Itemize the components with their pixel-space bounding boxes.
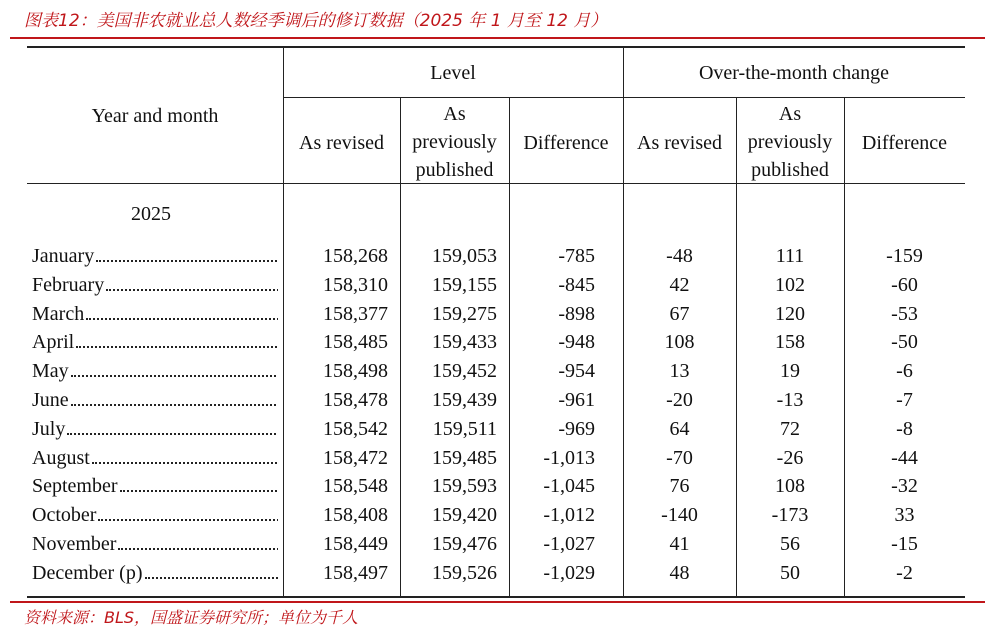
month-name: August [32, 447, 90, 469]
cell-change-as-revised: 48 [669, 562, 690, 584]
cell-level-as-revised: 158,377 [323, 303, 388, 325]
cell-change-as-previously-published: 19 [780, 360, 800, 382]
cell-level-as-previously-published: 159,420 [432, 504, 497, 526]
cell-change-as-revised: 108 [664, 331, 695, 353]
cell-change-as-revised: 42 [669, 274, 690, 296]
cell-change-difference: -50 [891, 331, 918, 353]
header-change-difference: Difference [861, 132, 948, 154]
month-label [32, 415, 278, 443]
header-text-line: published [751, 159, 829, 181]
cell-change-as-revised: 41 [669, 533, 690, 555]
cell-change-difference: -44 [891, 447, 918, 469]
header-change-as-revised: As revised [637, 132, 722, 154]
header-text-line: As [778, 103, 802, 125]
cell-change-as-previously-published: -173 [771, 504, 809, 526]
cell-change-as-previously-published: 111 [775, 245, 805, 267]
month-label [32, 559, 278, 587]
cell-level-as-revised: 158,542 [323, 418, 388, 440]
cell-level-difference: -948 [558, 331, 595, 353]
cell-level-as-revised: 158,310 [323, 274, 388, 296]
cell-change-as-revised: 13 [669, 360, 690, 382]
cell-level-difference: -1,027 [543, 533, 595, 555]
dot-leader [118, 544, 278, 550]
dot-leader [145, 573, 279, 579]
cell-level-as-previously-published: 159,452 [432, 360, 497, 382]
cell-level-as-previously-published: 159,053 [432, 245, 497, 267]
cell-level-as-revised: 158,485 [323, 331, 388, 353]
year-label: 2025 [131, 203, 171, 225]
cell-change-difference: -32 [891, 475, 918, 497]
title-rule [10, 37, 985, 39]
header-level-difference: Difference [523, 132, 609, 154]
header-change-as-previously-published [736, 100, 844, 184]
cell-change-as-previously-published: 108 [775, 475, 805, 497]
header-text-line: previously [412, 131, 497, 153]
cell-level-as-revised: 158,497 [323, 562, 388, 584]
month-name: February [32, 274, 105, 296]
cell-change-as-previously-published: -26 [776, 447, 804, 469]
dot-leader [86, 314, 278, 320]
cell-level-as-previously-published: 159,526 [432, 562, 497, 584]
header-over-month: Over-the-month change [698, 62, 890, 84]
cell-change-difference: 33 [894, 504, 915, 526]
table-bottom-rule [27, 596, 965, 598]
cell-level-as-revised: 158,498 [323, 360, 388, 382]
month-label [32, 271, 278, 299]
cell-level-difference: -845 [558, 274, 595, 296]
cell-change-difference: -8 [896, 418, 913, 440]
cell-change-as-previously-published: 72 [780, 418, 800, 440]
header-level-as-revised: As revised [299, 132, 384, 154]
dot-leader [98, 515, 278, 521]
cell-change-difference: -53 [891, 303, 918, 325]
cell-level-as-revised: 158,478 [323, 389, 388, 411]
cell-level-difference: -1,012 [543, 504, 595, 526]
cell-level-as-previously-published: 159,476 [432, 533, 497, 555]
cell-change-as-previously-published: 102 [775, 274, 805, 296]
cell-level-difference: -969 [558, 418, 595, 440]
figure-title: 图表12：美国非农就业总人数经季调后的修订数据（2025 年 1 月至 12 月） [24, 11, 608, 31]
cell-level-as-previously-published: 159,155 [432, 274, 497, 296]
cell-level-as-previously-published: 159,593 [432, 475, 497, 497]
cell-change-as-previously-published: 120 [775, 303, 805, 325]
cell-level-difference: -1,029 [543, 562, 595, 584]
cell-change-as-revised: -48 [666, 245, 693, 267]
cell-change-as-revised: 64 [669, 418, 690, 440]
month-name: January [32, 245, 95, 267]
source-rule [10, 601, 985, 603]
cell-change-as-previously-published: 56 [780, 533, 800, 555]
cell-change-difference: -60 [891, 274, 918, 296]
month-label [32, 444, 278, 472]
cell-change-as-revised: 67 [669, 303, 690, 325]
table-top-rule [27, 46, 965, 48]
header-year-month: Year and month [91, 105, 219, 127]
cell-level-as-revised: 158,268 [323, 245, 388, 267]
month-name: July [32, 418, 66, 440]
month-name: June [32, 389, 69, 411]
month-name: December (p) [32, 562, 143, 584]
month-label [32, 530, 278, 558]
dot-leader [71, 371, 278, 377]
group-header-rule [283, 97, 965, 98]
cell-change-as-revised: -20 [666, 389, 693, 411]
month-name: May [32, 360, 69, 382]
cell-level-difference: -1,045 [543, 475, 595, 497]
month-label [32, 300, 278, 328]
header-text-line: As [443, 103, 466, 125]
cell-change-as-revised: -70 [666, 447, 693, 469]
source-note: 资料来源：BLS，国盛证券研究所；单位为千人 [24, 608, 359, 627]
dot-leader [106, 285, 278, 291]
month-name: November [32, 533, 117, 555]
cell-level-as-previously-published: 159,439 [432, 389, 497, 411]
month-name: October [32, 504, 97, 526]
header-level: Level [430, 62, 476, 84]
month-name: March [32, 303, 85, 325]
cell-change-difference: -15 [891, 533, 918, 555]
cell-level-as-revised: 158,408 [323, 504, 388, 526]
month-label [32, 501, 278, 529]
header-text-line: previously [747, 131, 833, 153]
cell-level-difference: -961 [558, 389, 595, 411]
cell-change-as-previously-published: -13 [776, 389, 804, 411]
header-level-as-previously-published [400, 100, 509, 184]
dot-leader [71, 400, 278, 406]
header-text-line: published [415, 159, 494, 181]
cell-level-difference: -785 [558, 245, 595, 267]
cell-change-as-previously-published: 50 [780, 562, 800, 584]
cell-level-as-revised: 158,548 [323, 475, 388, 497]
month-name: September [32, 475, 118, 497]
cell-change-as-revised: -140 [661, 504, 698, 526]
month-label [32, 357, 278, 385]
month-label [32, 386, 278, 414]
dot-leader [96, 256, 278, 262]
cell-level-difference: -954 [558, 360, 595, 382]
cell-change-difference: -7 [896, 389, 913, 411]
dot-leader [67, 429, 278, 435]
cell-level-as-previously-published: 159,511 [432, 418, 497, 440]
cell-level-as-revised: 158,472 [323, 447, 388, 469]
cell-level-as-revised: 158,449 [323, 533, 388, 555]
cell-change-difference: -6 [896, 360, 913, 382]
cell-level-difference: -898 [558, 303, 595, 325]
dot-leader [76, 342, 278, 348]
cell-change-difference: -159 [886, 245, 923, 267]
cell-level-as-previously-published: 159,433 [432, 331, 497, 353]
month-name: April [32, 331, 75, 353]
cell-change-difference: -2 [896, 562, 913, 584]
cell-level-as-previously-published: 159,485 [432, 447, 497, 469]
cell-change-as-previously-published: 158 [775, 331, 805, 353]
month-label [32, 242, 278, 270]
cell-level-difference: -1,013 [543, 447, 595, 469]
dot-leader [120, 486, 278, 492]
month-label [32, 328, 278, 356]
cell-level-as-previously-published: 159,275 [432, 303, 497, 325]
dot-leader [92, 458, 278, 464]
cell-change-as-revised: 76 [669, 475, 690, 497]
month-label [32, 472, 278, 500]
